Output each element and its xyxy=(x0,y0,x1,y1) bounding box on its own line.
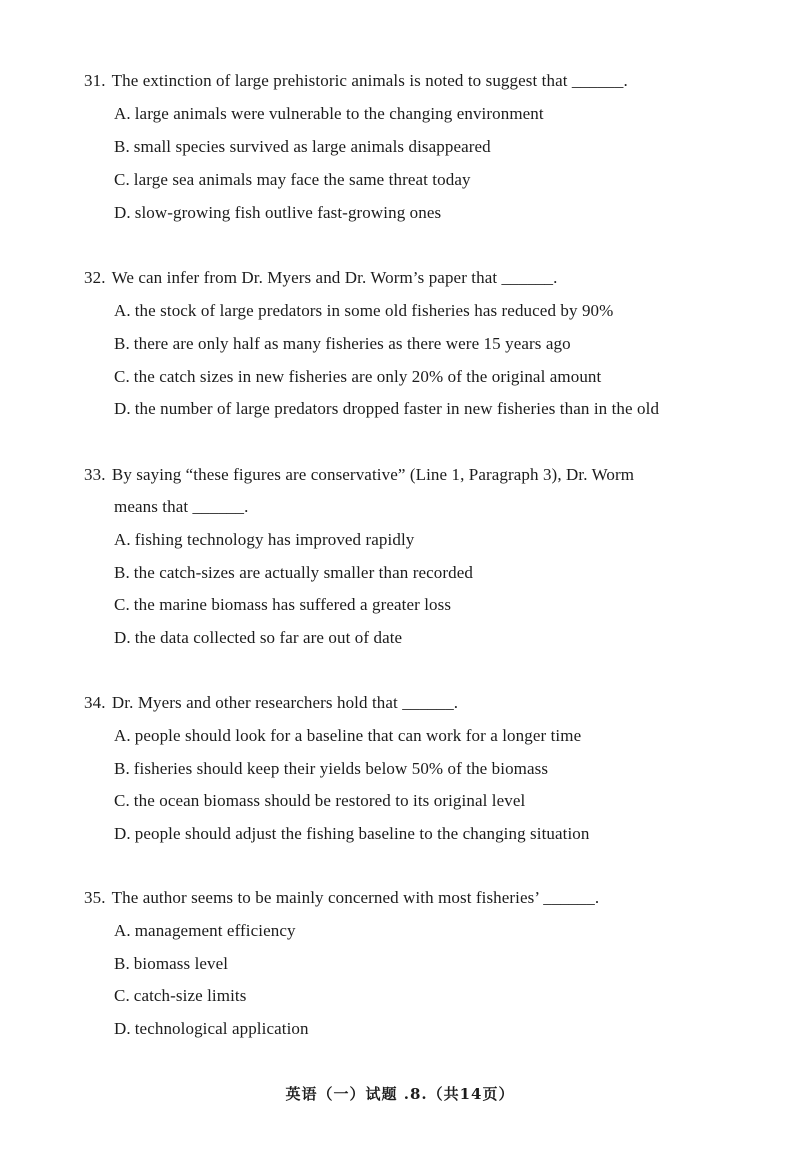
option-c: C. catch-size limits xyxy=(114,986,247,1005)
option-a: A. the stock of large predators in some old fisheries has reduced by 90% xyxy=(114,301,614,320)
question-text: The extinction of large prehistoric animals is noted to suggest that ______. xyxy=(111,71,628,90)
question-text-continued: means that ______. xyxy=(114,497,249,516)
question-stem xyxy=(84,692,458,714)
option-a: A. fishing technology has improved rapidly xyxy=(114,530,415,549)
question-number: 31. xyxy=(84,71,106,90)
option-a: A. management efficiency xyxy=(114,921,296,940)
option-c: C. the ocean biomass should be restored to its original level xyxy=(114,791,526,810)
option-b: B. biomass level xyxy=(114,954,229,973)
question-text: We can infer from Dr. Myers and Dr. Worm’s paper that ______. xyxy=(111,268,558,287)
question-text: By saying “these figures are conservative” (Line 1, Paragraph 3), Dr. Worm xyxy=(111,465,635,484)
page-footer: 英语（一）试题 .8.（共14页） xyxy=(285,1085,515,1103)
option-b: B. small species survived as large animals disappeared xyxy=(114,137,491,156)
option-c: C. the marine biomass has suffered a greater loss xyxy=(114,595,452,614)
question-stem xyxy=(84,887,599,909)
option-d: D. technological application xyxy=(114,1019,309,1038)
question-number: 32. xyxy=(84,268,106,287)
option-d: D. people should adjust the fishing baseline to the changing situation xyxy=(114,824,590,843)
option-a: A. people should look for a baseline that can work for a longer time xyxy=(114,726,582,745)
question-stem xyxy=(84,464,634,486)
option-c: C. the catch sizes in new fisheries are only 20% of the original amount xyxy=(114,367,602,386)
question-text: Dr. Myers and other researchers hold that ______. xyxy=(111,693,459,712)
option-b: B. fisheries should keep their yields below 50% of the biomass xyxy=(114,759,549,778)
question-number: 33. xyxy=(84,465,106,484)
question-text: The author seems to be mainly concerned with most fisheries’ ______. xyxy=(111,888,600,907)
option-b: B. there are only half as many fisheries as there were 15 years ago xyxy=(114,334,571,353)
option-a: A. large animals were vulnerable to the changing environment xyxy=(114,104,544,123)
option-b: B. the catch-sizes are actually smaller than recorded xyxy=(114,563,473,582)
question-stem xyxy=(84,70,628,92)
option-c: C. large sea animals may face the same threat today xyxy=(114,170,471,189)
option-d: D. the number of large predators dropped faster in new fisheries than in the old xyxy=(114,399,660,418)
option-d: D. slow-growing fish outlive fast-growing ones xyxy=(114,203,442,222)
option-d: D. the data collected so far are out of date xyxy=(114,628,403,647)
question-number: 35. xyxy=(84,888,106,907)
question-stem xyxy=(84,267,558,289)
question-number: 34. xyxy=(84,693,106,712)
